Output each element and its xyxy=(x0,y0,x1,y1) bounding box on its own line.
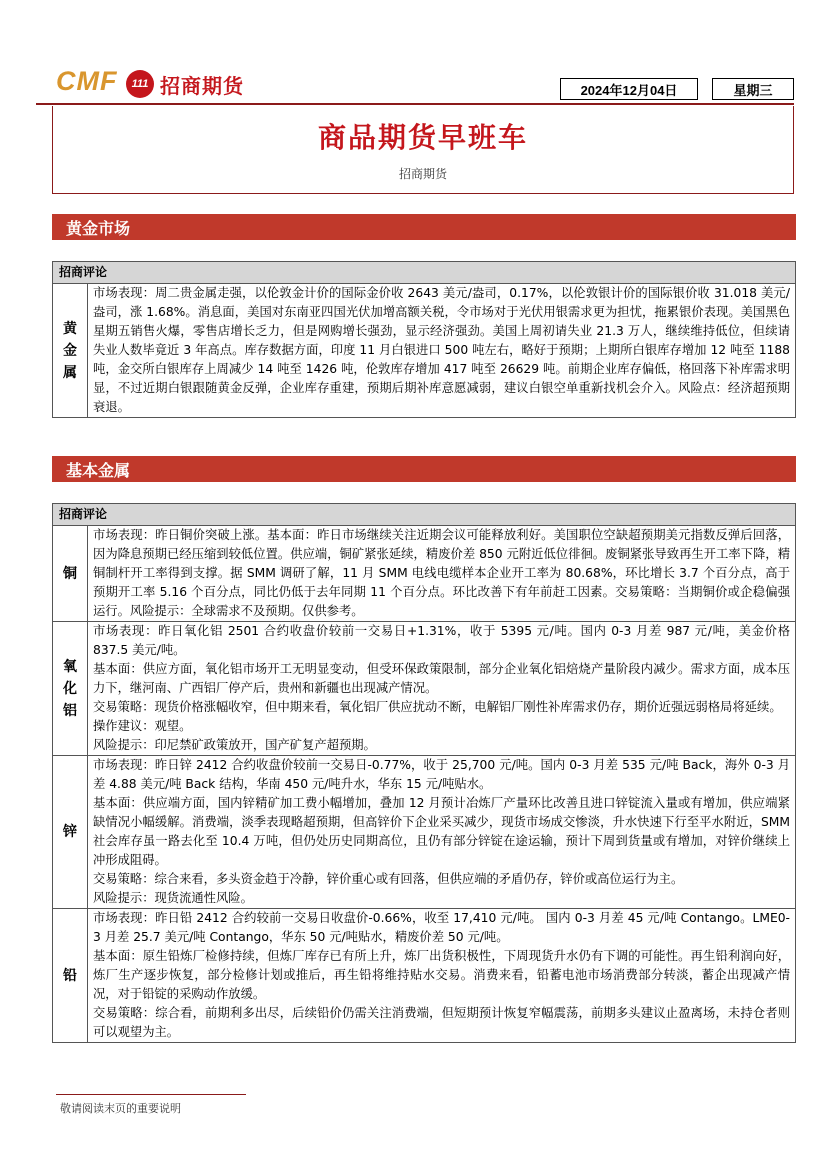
section-title: 黄金市场 xyxy=(66,218,131,238)
row-body xyxy=(88,909,796,1043)
row-label: 锌 xyxy=(53,756,88,909)
row-label: 铅 xyxy=(53,909,88,1043)
row-body xyxy=(88,622,796,756)
row-label: 黄 金 属 xyxy=(53,284,88,418)
paragraph: 基本面：原生铅炼厂检修持续，但炼厂库存已有所上升，炼厂出货积极性，下周现货升水仍有下调的可能性。再生铅利润向好，炼厂生产逐步恢复，部分检修计划或推后，再生铅将维持贴水交易。消费来看，铅蓄电池市场消费部分转淡，蓄企出现减产情况，对于铅锭的采购动作放缓。 xyxy=(93,949,790,1001)
logo-badge-icon: 111 xyxy=(126,70,154,98)
paragraph: 市场表现：昨日铜价突破上涨。基本面：昨日市场继续关注近期会议可能释放利好。美国职位空缺超预期美元指数反弹后回落，因为降息预期已经压缩到较低位置。供应端，铜矿紧张延续，精废价差 850 元附近低位徘徊。废铜紧张导致再生开工率下降，精铜制杆开工率得到支撑。据 SMM 调研了解，11 月 SMM 电线电缆样本企业开工率为 80.68%，环比增长 3.7 个百分点，高于预期开工率 5.16 个百分点，同比仍低于去年同期 11 个百分点。环比改善下有年前赶工因素。交易策略：当期铜价或企稳偏强运行。风险提示：全球需求不及预期。仅供参考。 xyxy=(93,528,790,618)
paragraph: 基本面：供应端方面，国内锌精矿加工费小幅增加，叠加 12 月预计冶炼厂产量环比改善且进口锌锭流入量或有增加，供应端紧缺情况小幅缓解。消费端，淡季表现略超预期，但高锌价下企业采买减少，现货市场成交惨淡，升水快速下行至平水附近，SMM 社会库存虽一路去化至 10.4 万吨，但仍处历史同期高位，且仍有部分锌锭在途运输，预计下周到货量或有增加，对锌价继续上冲形成阻碍。 xyxy=(93,796,790,867)
footer-disclaimer: 敬请阅读末页的重要说明 xyxy=(60,1102,181,1115)
paragraph: 交易策略：综合来看，多头资金趋于冷静，锌价重心或有回落，但供应端的矛盾仍存，锌价或高位运行为主。 xyxy=(93,872,684,886)
paragraph: 市场表现：昨日锌 2412 合约收盘价较前一交易日-0.77%，收于 25,700 元/吨。国内 0-3 月差 535 元/吨 Back，海外 0-3 月差 4.88 美元/吨 Back 结构，华南 450 元/吨升水，华东 15 元/吨贴水。 xyxy=(93,758,790,791)
section-banner-base-metals xyxy=(52,456,796,482)
row-label: 铜 xyxy=(53,526,88,622)
logo-cmf-text: CMF xyxy=(56,66,118,96)
paragraph: 交易策略：现货价格涨幅收窄，但中期来看，氧化铝厂供应扰动不断，电解铝厂刚性补库需求仍存，期价近强远弱格局将延续。 xyxy=(93,700,782,714)
paragraph: 市场表现：昨日铅 2412 合约较前一交易日收盘价-0.66%，收至 17,410 元/吨。 国内 0-3 月差 45 元/吨 Contango。LME0-3 月差 25.7 美元/吨 Contango，华东 50 元/吨贴水，精废价差 50 元/吨。 xyxy=(93,911,790,944)
footer-divider xyxy=(56,1094,246,1095)
section-banner-gold xyxy=(52,214,796,240)
table-header: 招商评论 xyxy=(53,504,796,526)
report-author: 招商期货 xyxy=(398,167,447,181)
report-date: 2024年12月04日 xyxy=(560,78,698,100)
table-row xyxy=(53,284,796,418)
paragraph: 操作建议：观望。 xyxy=(93,719,192,733)
paragraph: 风险提示：现货流通性风险。 xyxy=(93,891,253,905)
report-weekday: 星期三 xyxy=(712,78,794,100)
commentary-table-gold xyxy=(52,261,796,418)
paragraph: 基本面：供应方面，氧化铝市场开工无明显变动，但受环保政策限制，部分企业氧化铝焙烧产量阶段内减少。需求方面，成本压力下，继河南、广西铝厂停产后，贵州和新疆也出现减产情况。 xyxy=(93,662,790,695)
header-divider xyxy=(36,103,794,105)
row-body xyxy=(88,284,796,418)
row-body xyxy=(88,756,796,909)
table-header: 招商评论 xyxy=(53,262,796,284)
section-title: 基本金属 xyxy=(66,460,131,480)
paragraph: 市场表现：周二贵金属走强，以伦敦金计价的国际金价收 2643 美元/盎司，0.17%，以伦敦银计价的国际银价收 31.018 美元/盎司，涨 1.68%。消息面，美国对东南亚四国光伏加增高额关税，令市场对于光伏用银需求更为担忧，拖累银价表现。美国黑色星期五销售火爆，零售店增长乏力，但是网购增长强劲，显示经济强劲。美国上周初请失业 21.3 万人，继续维持低位，但续请失业人数毕竟近 3 年高点。库存数据方面，印度 11 月白银进口 500 吨左右，略好于预期；上期所白银库存增加 12 吨至 1188 吨，金交所白银库存上周减少 14 吨至 1426 吨，伦敦库存增加 417 吨至 26629 吨。前期企业库存偏低，格回落下补库需求明显，不过近期白银跟随黄金反弹，企业库存重建，预期后期补库意愿减弱，建议白银空单重新找机会介入。风险点：经济超预期衰退。 xyxy=(93,286,790,414)
page-title: 商品期货早班车 xyxy=(317,121,528,154)
table-row xyxy=(53,526,796,622)
row-label: 氧 化 铝 xyxy=(53,622,88,756)
table-row xyxy=(53,756,796,909)
table-row xyxy=(53,909,796,1043)
company-logo-name: 招商期货 xyxy=(160,74,244,98)
commentary-table-base-metals xyxy=(52,503,796,1043)
paragraph: 风险提示：印尼禁矿政策放开，国产矿复产超预期。 xyxy=(93,738,376,752)
table-row xyxy=(53,622,796,756)
paragraph: 市场表现：昨日氧化铝 2501 合约收盘价较前一交易日+1.31%，收于 5395 元/吨。国内 0-3 月差 987 元/吨，美金价格 837.5 美元/吨。 xyxy=(93,624,790,657)
row-body xyxy=(88,526,796,622)
paragraph: 交易策略：综合看，前期利多出尽，后续铅价仍需关注消费端，但短期预计恢复窄幅震荡，前期多头建议止盈离场，未持仓者则可以观望为主。 xyxy=(93,1006,790,1039)
